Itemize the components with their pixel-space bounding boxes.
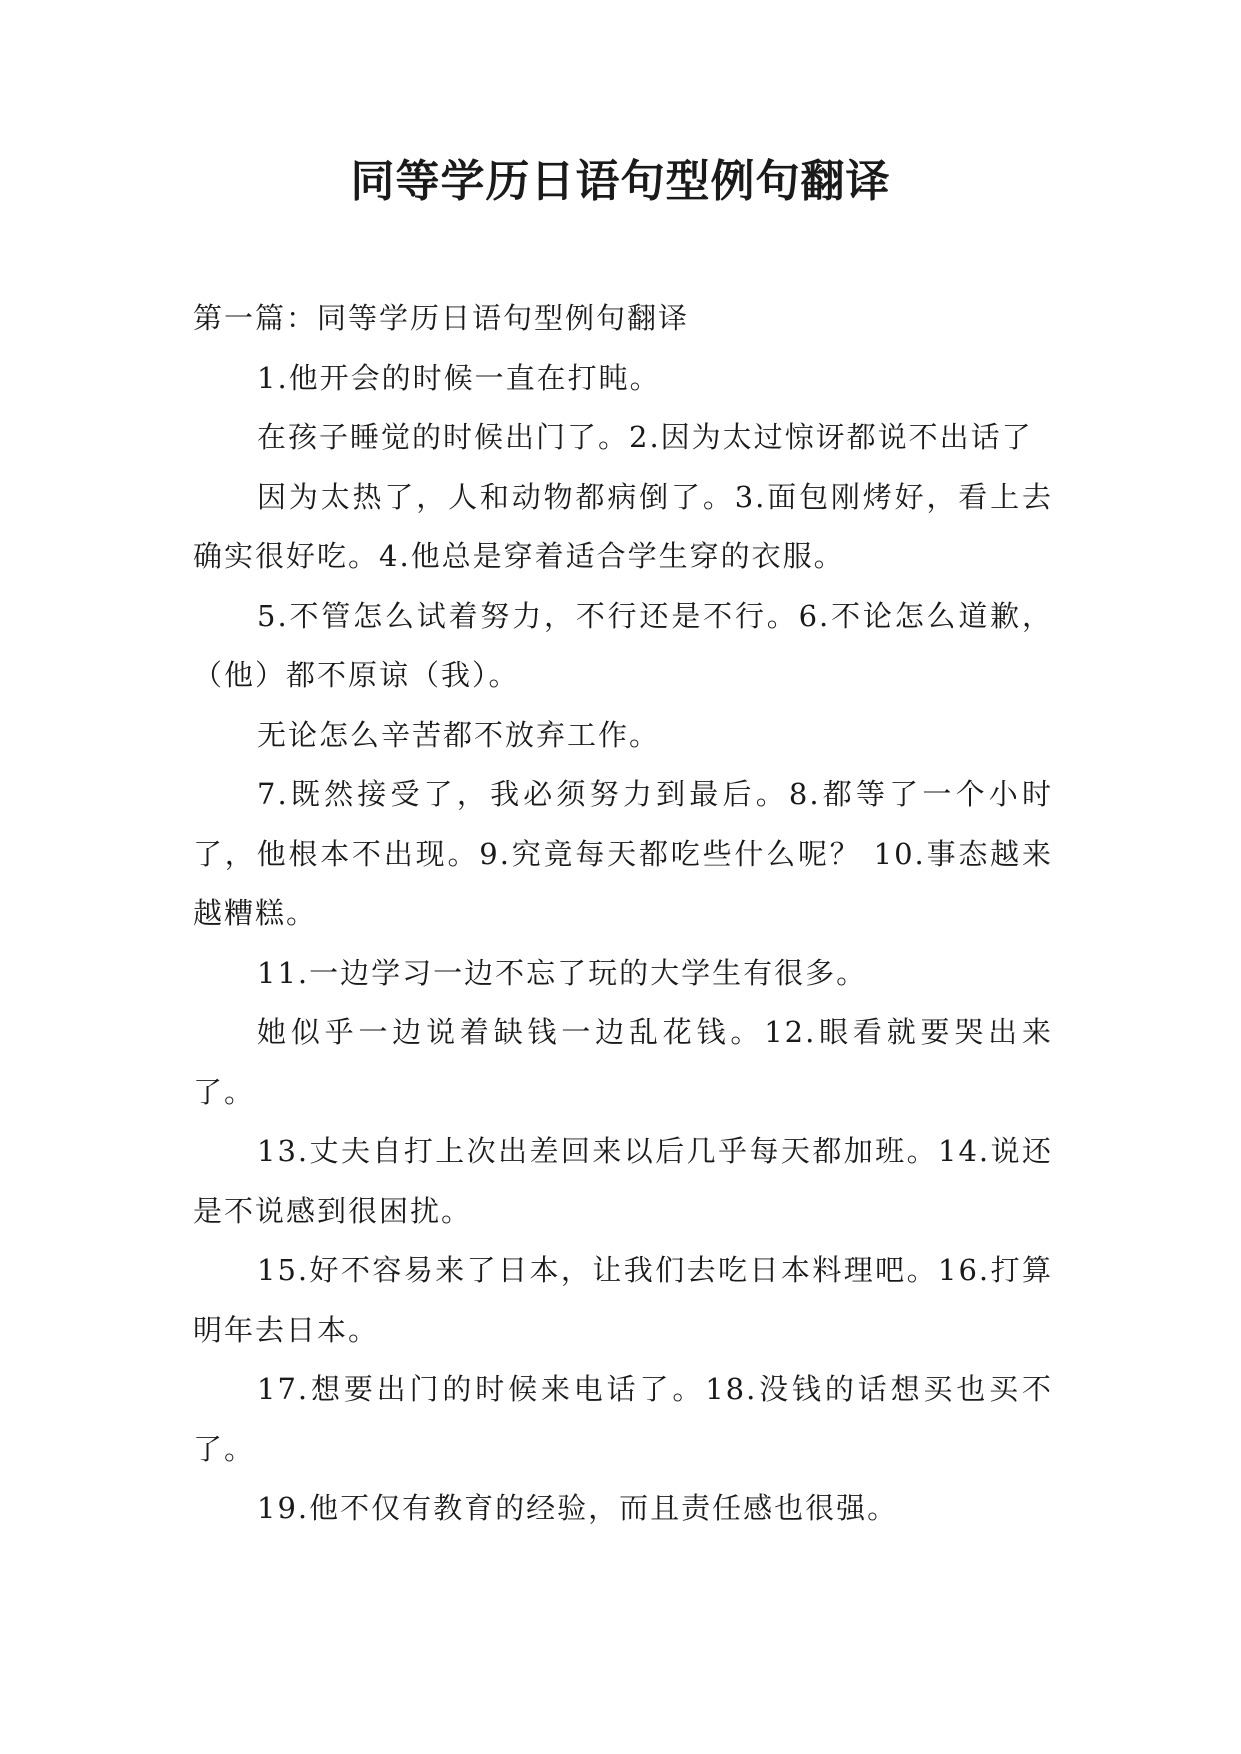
paragraph: 19.他不仅有教育的经验，而且责任感也很强。 [257,1491,899,1525]
document-title: 同等学历日语句型例句翻译 [350,156,891,207]
paragraph: 7.既然接受了，我必须努力到最后。8.都等了一个小时了，他根本不出现。9.究竟每天都吃些什么呢？ 10.事态越来越糟糕。 [193,777,1053,930]
paragraph: 11.一边学习一边不忘了玩的大学生有很多。 [257,955,868,990]
paragraph: 因为太热了，人和动物都病倒了。3.面包刚烤好，看上去确实很好吃。4.他总是穿着适合学生穿的衣服。 [193,479,1053,573]
paragraph: 17.想要出门的时候来电话了。18.没钱的话想买也买不了。 [193,1372,1053,1466]
paragraph: 在孩子睡觉的时候出门了。2.因为太过惊讶都说不出话了 [257,420,1033,454]
paragraph: 5.不管怎么试着努力，不行还是不行。6.不论怎么道歉，（他）都不原谅（我）。 [193,598,1053,692]
paragraph: 15.好不容易来了日本，让我们去吃日本料理吧。16.打算明年去日本。 [193,1253,1053,1347]
paragraph: 她似乎一边说着缺钱一边乱花钱。12.眼看就要哭出来了。 [193,1015,1053,1109]
paragraph: 1.他开会的时候一直在打盹。 [257,360,661,395]
paragraph: 无论怎么辛苦都不放弃工作。 [257,717,661,752]
section-heading: 第一篇：同等学历日语句型例句翻译 [193,301,690,335]
paragraph: 13.丈夫自打上次出差回来以后几乎每天都加班。14.说还是不说感到很困扰。 [193,1134,1053,1228]
document-body [193,289,1053,1539]
